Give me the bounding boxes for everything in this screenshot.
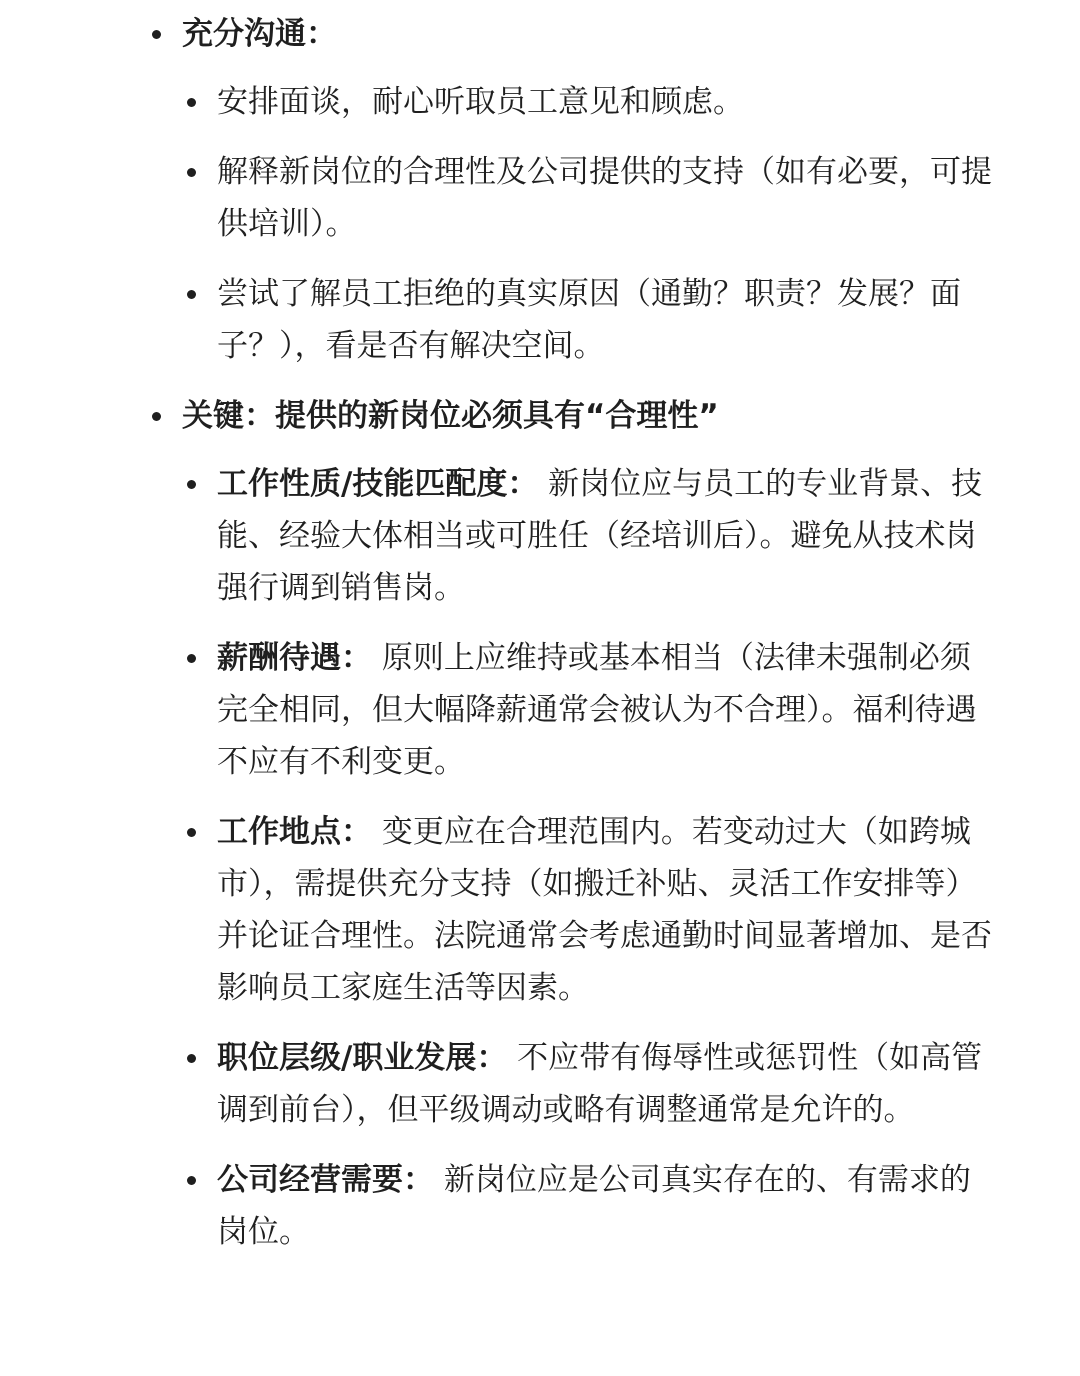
list-item <box>0 632 1040 788</box>
sub-list <box>182 76 1040 372</box>
item-label: 公司经营需要： <box>217 1162 434 1198</box>
item-label: 职位层级/职业发展： <box>217 1040 508 1076</box>
item-text: 不应带有侮辱性或惩罚性（如高管调到前台），但平级调动或略有调整通常是允许的。 <box>217 1040 983 1128</box>
item-label: 工作性质/技能匹配度： <box>217 466 539 502</box>
list-item <box>0 76 1040 128</box>
section-title: 充分沟通： <box>182 16 337 52</box>
section-key-reasonableness <box>0 390 1080 1258</box>
list-item <box>0 268 1040 372</box>
item-text: 新岗位应与员工的专业背景、技能、经验大体相当或可胜任（经培训后）。避免从技术岗强行调到销售岗。 <box>217 466 983 606</box>
section-communication <box>0 8 1080 372</box>
list-item <box>0 1154 1040 1258</box>
main-list <box>0 8 1080 1258</box>
list-item <box>0 806 1040 1014</box>
item-text: 新岗位应是公司真实存在的、有需求的岗位。 <box>217 1162 971 1250</box>
sub-list <box>182 458 1040 1258</box>
list-item <box>0 458 1040 614</box>
item-text: 解释新岗位的合理性及公司提供的支持（如有必要，可提供培训）。 <box>217 154 992 242</box>
item-label: 工作地点： <box>217 814 372 850</box>
list-item <box>0 1032 1040 1136</box>
list-item <box>0 146 1040 250</box>
item-text: 尝试了解员工拒绝的真实原因（通勤？职责？发展？面子？），看是否有解决空间。 <box>217 276 961 364</box>
item-label: 薪酬待遇： <box>217 640 372 676</box>
section-title: 关键：提供的新岗位必须具有“合理性” <box>182 398 719 434</box>
item-text: 原则上应维持或基本相当（法律未强制必须完全相同，但大幅降薪通常会被认为不合理）。福利待遇不应有不利变更。 <box>217 640 977 780</box>
item-text: 变更应在合理范围内。若变动过大（如跨城市），需提供充分支持（如搬迁补贴、灵活工作安排等）并论证合理性。法院通常会考虑通勤时间显著增加、是否影响员工家庭生活等因素。 <box>217 814 992 1006</box>
item-text: 安排面谈，耐心听取员工意见和顾虑。 <box>217 84 744 120</box>
